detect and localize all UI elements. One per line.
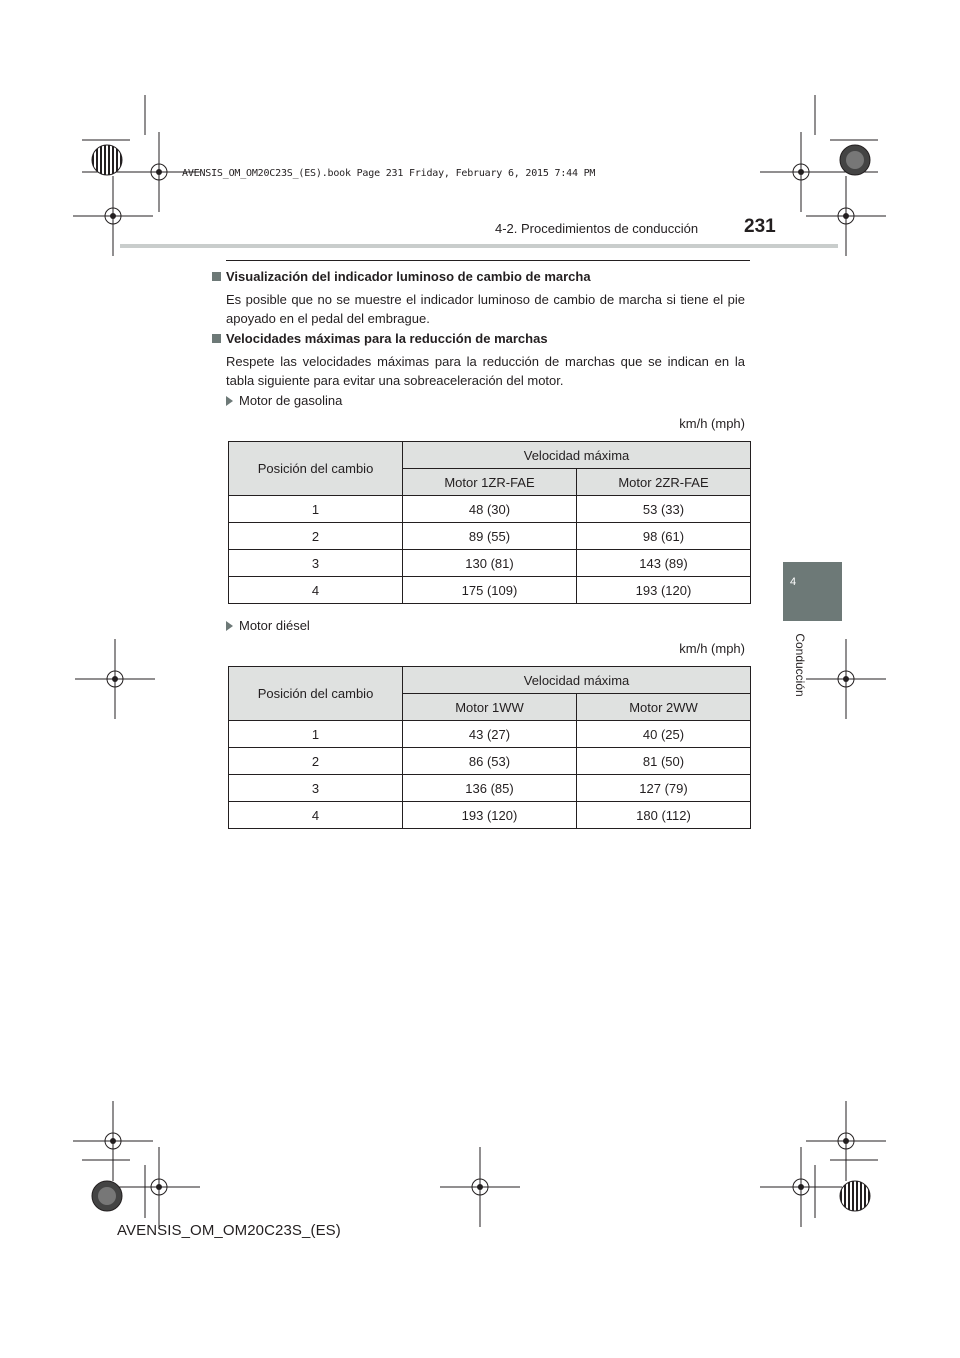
content-rule — [226, 260, 750, 261]
triangle-bullet-icon — [226, 621, 233, 631]
table-cell: 3 — [229, 775, 403, 802]
header-rule — [120, 244, 838, 248]
column-header-engine: Motor 1ZR-FAE — [403, 469, 577, 496]
footer-doc-code: AVENSIS_OM_OM20C23S_(ES) — [117, 1222, 341, 1239]
table-cell: 127 (79) — [577, 775, 751, 802]
table-cell: 2 — [229, 748, 403, 775]
section-heading — [212, 331, 548, 346]
column-header-position: Posición del cambio — [229, 442, 403, 496]
page-number: 231 — [744, 216, 776, 237]
table-cell: 2 — [229, 523, 403, 550]
table-row — [229, 802, 751, 829]
table-cell: 4 — [229, 577, 403, 604]
table-cell: 81 (50) — [577, 748, 751, 775]
table-title — [226, 393, 342, 408]
table-title-text: Motor diésel — [239, 618, 310, 633]
table-cell: 89 (55) — [403, 523, 577, 550]
column-header-speed: Velocidad máxima — [403, 667, 751, 694]
table-row — [229, 577, 751, 604]
column-header-engine: Motor 1WW — [403, 694, 577, 721]
column-header-engine: Motor 2WW — [577, 694, 751, 721]
column-header-position: Posición del cambio — [229, 667, 403, 721]
section-paragraph: Es posible que no se muestre el indicador luminoso de cambio de marcha si tiene el pie apoyado en el pedal del embrague. — [226, 292, 745, 326]
table-row — [229, 523, 751, 550]
table-cell: 130 (81) — [403, 550, 577, 577]
section-heading-text: Velocidades máximas para la reducción de marchas — [226, 331, 548, 346]
table-cell: 48 (30) — [403, 496, 577, 523]
table-title-text: Motor de gasolina — [239, 393, 343, 408]
square-bullet-icon — [212, 334, 221, 343]
table-row — [229, 496, 751, 523]
table-unit: km/h (mph) — [679, 416, 745, 431]
table-cell: 143 (89) — [577, 550, 751, 577]
table-cell: 4 — [229, 802, 403, 829]
triangle-bullet-icon — [226, 396, 233, 406]
table-cell: 136 (85) — [403, 775, 577, 802]
table-cell: 86 (53) — [403, 748, 577, 775]
table-row — [229, 550, 751, 577]
table-cell: 3 — [229, 550, 403, 577]
section-heading — [212, 269, 591, 284]
table-cell: 193 (120) — [577, 577, 751, 604]
chapter-tab-label: Conducción — [793, 633, 807, 697]
speed-table-diesel — [228, 666, 751, 829]
table-cell: 40 (25) — [577, 721, 751, 748]
table-cell: 193 (120) — [403, 802, 577, 829]
running-header-section: 4-2. Procedimientos de conducción — [495, 221, 699, 236]
chapter-tab-number: 4 — [789, 576, 797, 588]
table-cell: 180 (112) — [577, 802, 751, 829]
table-cell: 43 (27) — [403, 721, 577, 748]
column-header-engine: Motor 2ZR-FAE — [577, 469, 751, 496]
column-header-speed: Velocidad máxima — [403, 442, 751, 469]
print-info: AVENSIS_OM_OM20C23S_(ES).book Page 231 Friday, February 6, 2015 7:44 PM — [182, 168, 596, 179]
speed-table-gasoline — [228, 441, 751, 604]
section-heading-text: Visualización del indicador luminoso de cambio de marcha — [226, 269, 591, 284]
table-cell: 1 — [229, 496, 403, 523]
table-title — [226, 618, 310, 633]
table-row — [229, 775, 751, 802]
table-row — [229, 748, 751, 775]
section-paragraph: Respete las velocidades máximas para la reducción de marchas que se indican en la tabla siguiente para evitar una sobreaceleración del motor. — [226, 354, 745, 388]
table-cell: 175 (109) — [403, 577, 577, 604]
chapter-tab — [783, 562, 842, 621]
table-row — [229, 721, 751, 748]
table-cell: 53 (33) — [577, 496, 751, 523]
table-cell: 98 (61) — [577, 523, 751, 550]
square-bullet-icon — [212, 272, 221, 281]
table-cell: 1 — [229, 721, 403, 748]
table-unit: km/h (mph) — [679, 641, 745, 656]
